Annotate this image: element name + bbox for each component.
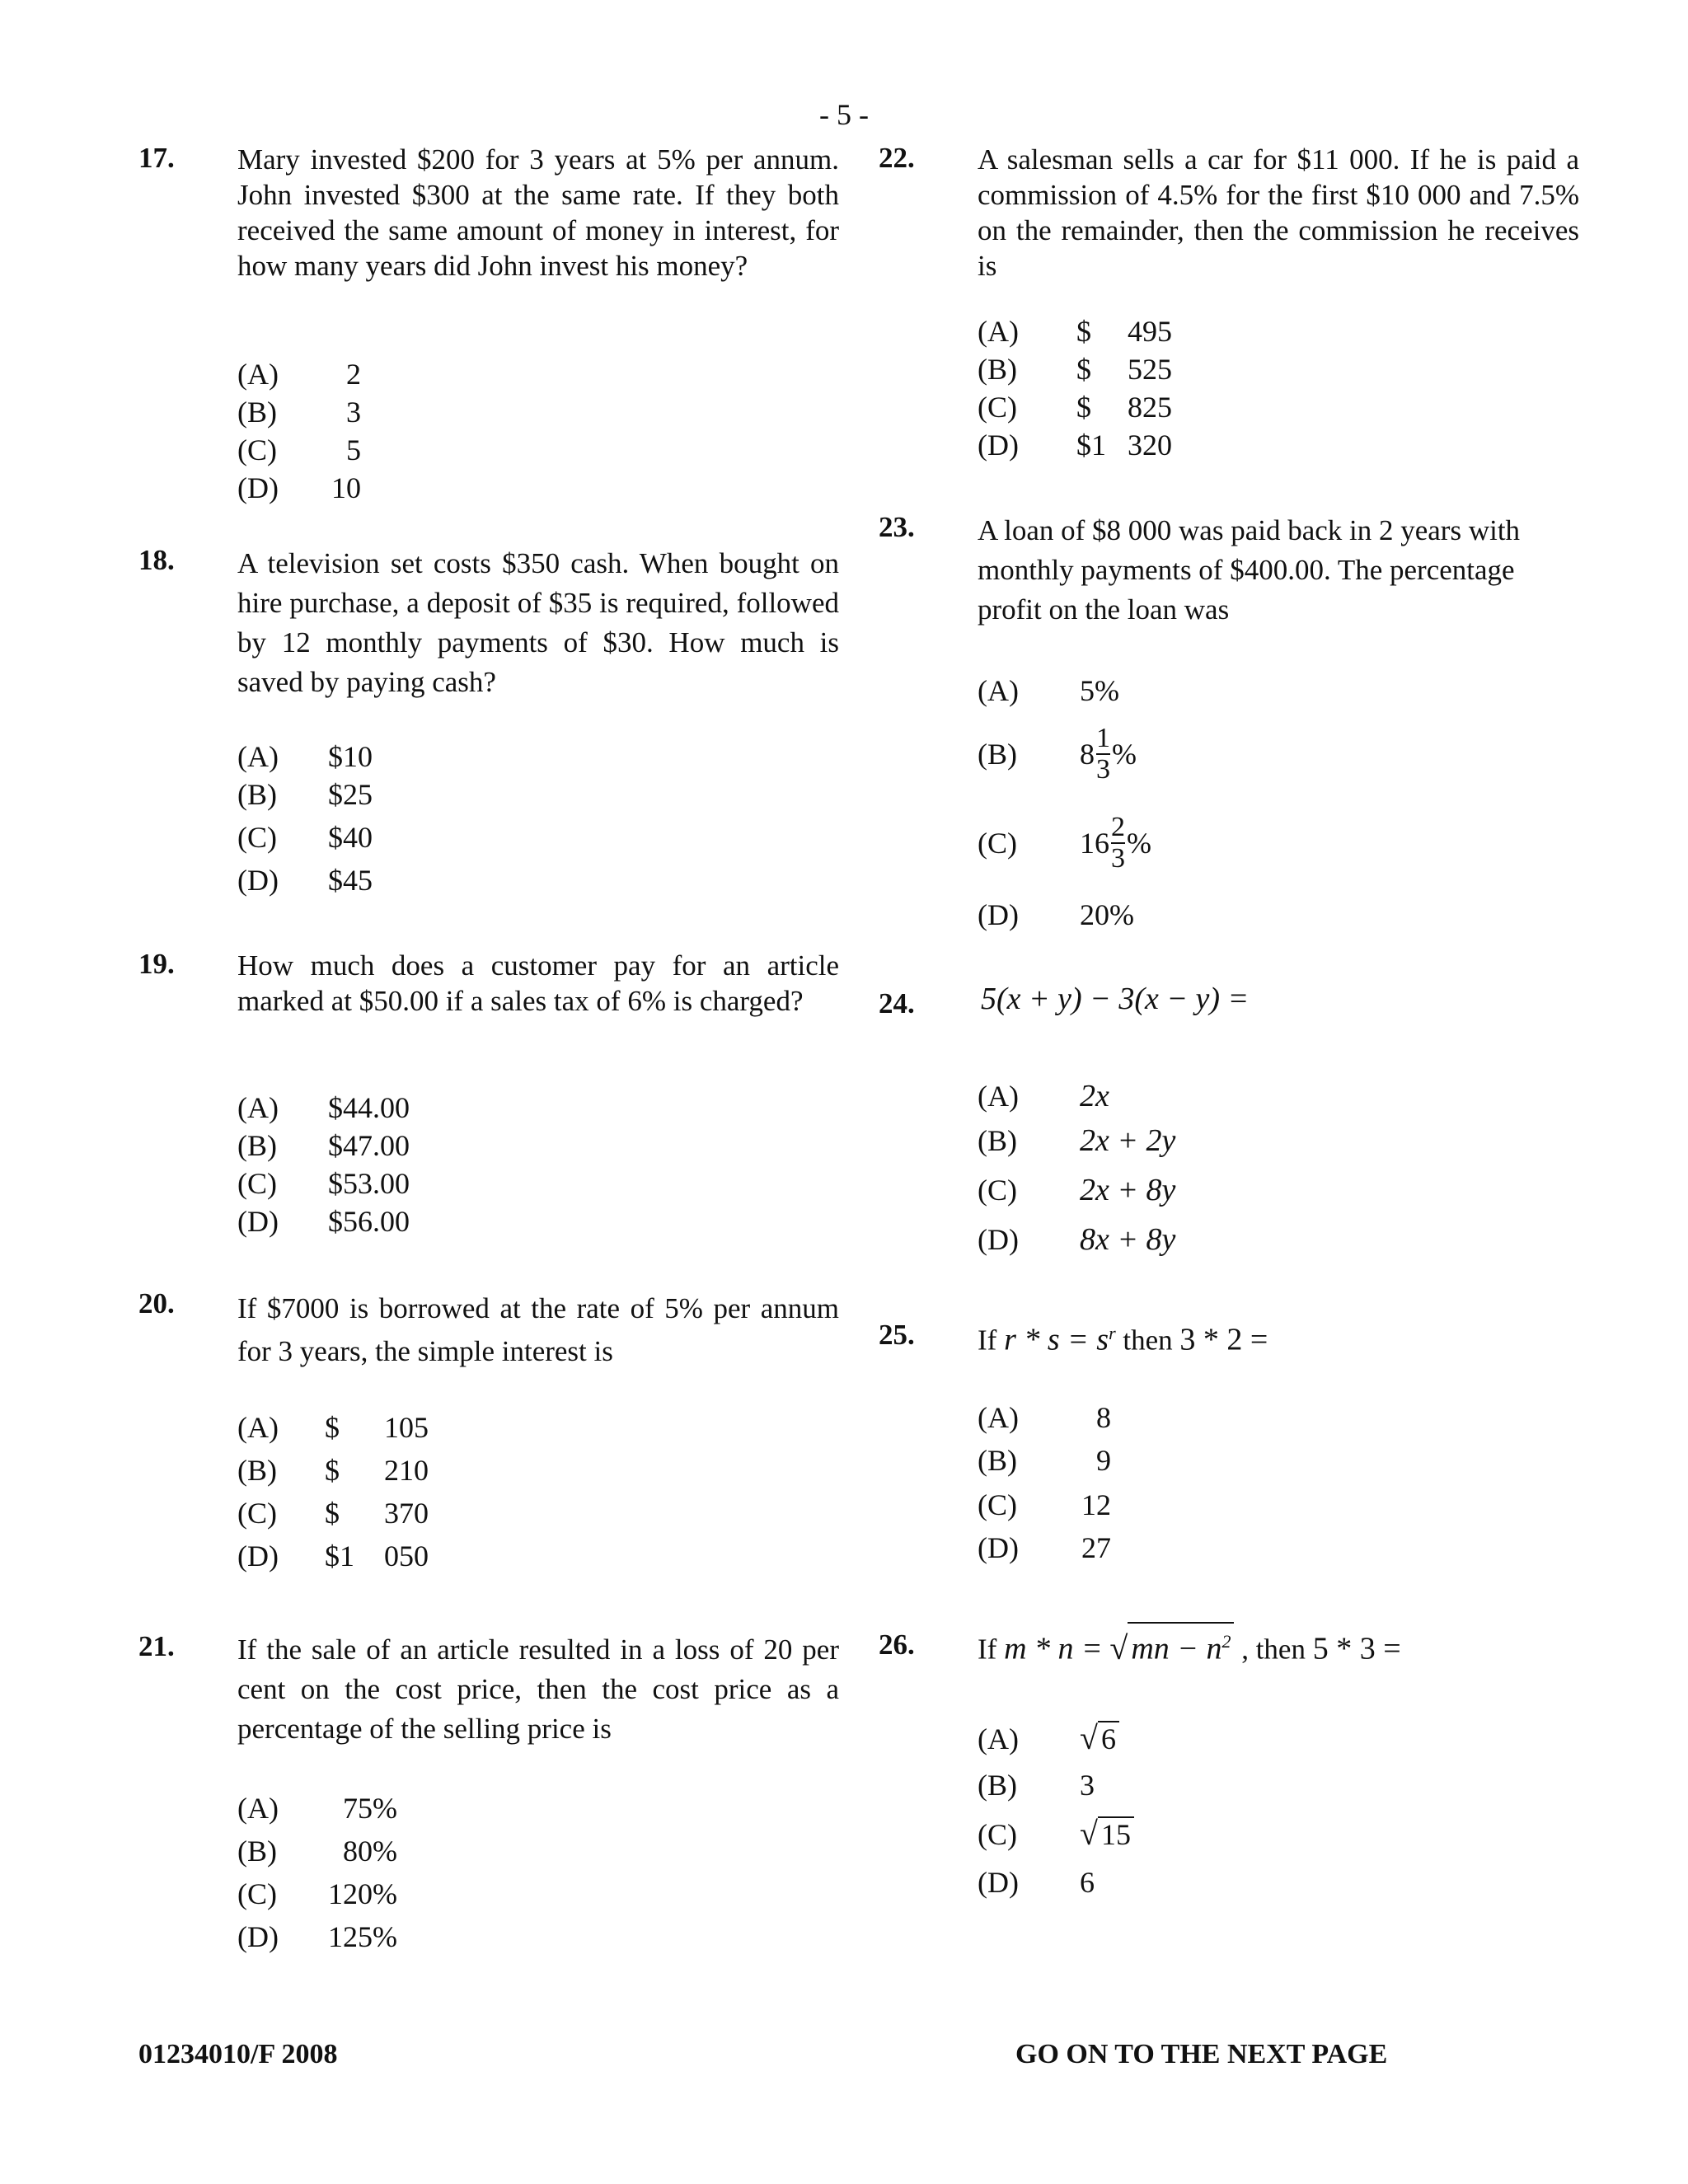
option: (A) 2x [978,1079,1109,1113]
fraction: $\frac{1}{3}$ [1096,723,1110,785]
option: (B) $ 210 [237,1454,429,1487]
option: (C) $53.00 [237,1167,410,1200]
question-stem: 5(x + y) − 3(x − y) = [981,982,1250,1016]
question-stem: Mary invested $200 for 3 years at 5% per annum. John invested $300 at the same rate. If they both received the same amount of money in interest, for how many years did John invest his money? [237,143,839,282]
option: (D) 6 [978,1866,1095,1899]
radical-sign: √ [1080,1815,1098,1852]
option: (C) 2x + 8y [978,1173,1176,1207]
question-stem: If the sale of an article resulted in a loss of 20 per cent on the cost price, then the cost price as a percentage of the selling price is [237,1633,839,1745]
radical-sign: √ [1109,1629,1128,1666]
footer-code: 01234010/F 2008 [138,2039,338,2069]
question-number: 17. [138,142,175,174]
option: (A) 75% [237,1792,397,1825]
option: (C) 5 [237,434,361,466]
option: (C) 12 [978,1488,1111,1521]
option: (A) √ 6 [978,1721,1119,1755]
fraction: $\frac{2}{3}$ [1111,812,1125,874]
question-number: 25. [879,1319,915,1351]
question-number: 26. [879,1629,915,1661]
page-number: - 5 - [819,98,869,131]
option: (C) $ 370 [237,1497,429,1530]
option: (B) 3 [978,1769,1095,1802]
option: (C) √ 15 [978,1816,1134,1851]
question-number: 19. [138,948,175,980]
question-number: 22. [879,142,915,174]
question-stem: A television set costs $350 cash. When bought on hire purchase, a deposit of $35 is required, followed by 12 monthly payments of $30. How much is saved by paying cash? [237,547,839,698]
radicand: mn − $n^2$ [1128,1622,1234,1667]
question-number: 21. [138,1630,175,1662]
question-stem: How much does a customer pay for an article marked at $50.00 if a sales tax of 6% is charged? [237,949,839,1017]
option: (A) $ 105 [237,1411,429,1444]
option: (D) 20% [978,898,1134,931]
option: (B) 3 [237,396,361,429]
option: (B) 8 $\frac{1}{3}$ % [978,723,1137,785]
option: (D) $56.00 [237,1205,410,1238]
option: (B) $25 [237,778,373,811]
option: (D) 8x + 8y [978,1222,1176,1257]
option: (B) 2x + 2y [978,1123,1176,1158]
option: (D) $45 [237,864,373,897]
option: (D) $1 320 [978,429,1172,462]
question-number: 24. [879,987,915,1019]
option: (A) 2 [237,358,361,391]
footer-next-page: GO ON TO THE NEXT PAGE [1015,2039,1388,2069]
option: (C) $ 825 [978,391,1172,424]
option: (B) $ 525 [978,353,1172,386]
question-number: 20. [138,1287,175,1319]
option: (D) $1 050 [237,1540,429,1572]
option: (B) 9 [978,1444,1111,1477]
option: (A) $10 [237,740,373,773]
question-stem: If $7000 is borrowed at the rate of 5% per annum for 3 years, the simple interest is [237,1292,839,1367]
option: (A) $ 495 [978,315,1172,348]
option: (D) 10 [237,471,361,504]
question-stem: If m * n = √ mn − $n^2$ , then 5 * 3 = [978,1622,1401,1667]
option: (C) 120% [237,1877,397,1910]
question-number: 18. [138,544,175,576]
option: (C) 16 $\frac{2}{3}$ % [978,812,1151,874]
option: (D) 27 [978,1531,1111,1564]
radical-sign: √ [1080,1719,1098,1756]
option: (D) 125% [237,1920,397,1953]
option: (A) 5% [978,674,1119,707]
question-stem: A salesman sells a car for $11 000. If he is paid a commission of 4.5% for the first $10 000 and 7.5% on the remainder, then the commission he receives is [978,143,1579,282]
option: (C) $40 [237,821,373,854]
question-number: 23. [879,511,915,543]
option: (A) 8 [978,1401,1111,1434]
question-stem: If $r * s = s^r$ then 3 * 2 = [978,1322,1268,1357]
question-stem: A loan of $8 000 was paid back in 2 years with monthly payments of $400.00. The percentage profit on the loan was [978,514,1521,626]
option: (B) 80% [237,1835,397,1868]
option: (B) $47.00 [237,1129,410,1162]
option: (A) $44.00 [237,1091,410,1124]
